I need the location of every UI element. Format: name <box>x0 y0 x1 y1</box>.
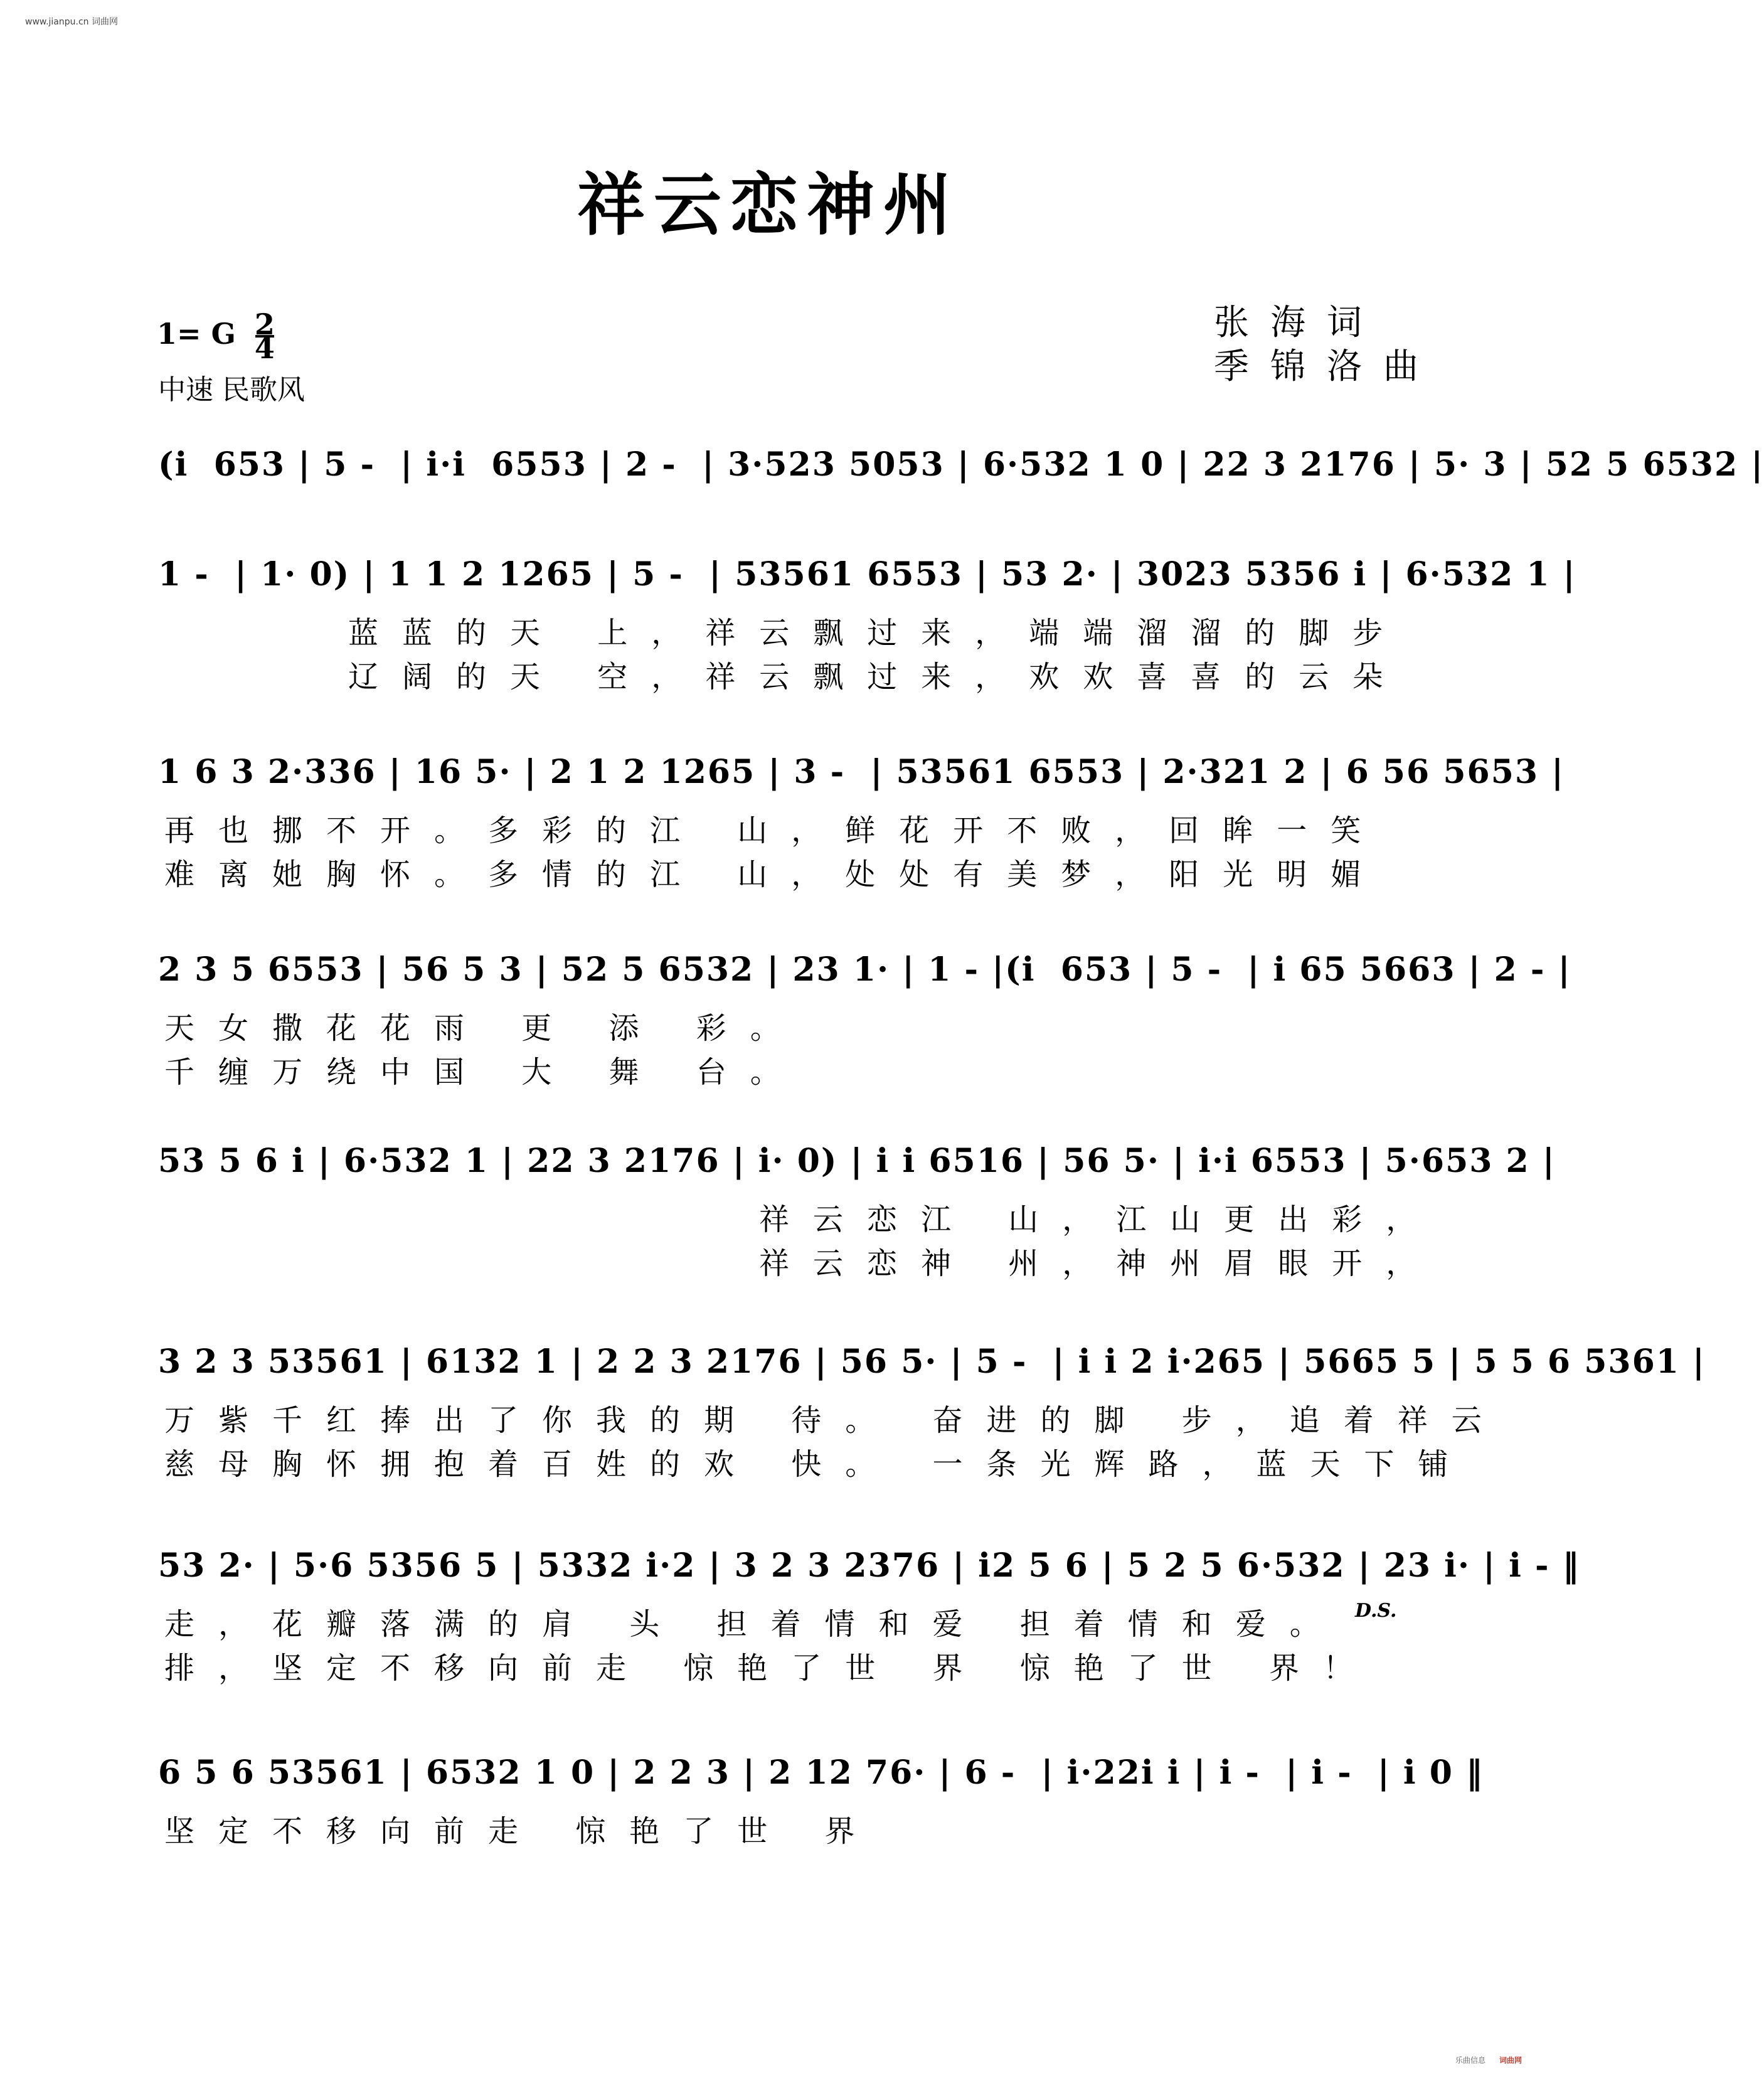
footer-logo: 词曲网 <box>1499 2056 1522 2065</box>
notation-row-3: 1 6 3 2·336 | 16 5· | 2 1 2 1265 | 3 - | 53561 6553 | 2·321 2 | 6 56 5653 | <box>158 753 1565 791</box>
lyric-row-5-verse-1: 祥云恋江 山，江山更出彩， <box>759 1202 1440 1237</box>
footer-tag: 乐曲信息 <box>1455 2056 1486 2065</box>
time-signature <box>254 307 275 365</box>
lyric-row-2-verse-2: 辽阔的天 空，祥云飘过来，欢欢喜喜的云朵 <box>348 659 1407 695</box>
lyric-row-6-verse-1: 万紫千红捧出了你我的期 待。 奋进的脚 步，追着祥云 <box>164 1403 1506 1438</box>
lyric-row-6-verse-2: 慈母胸怀拥抱着百姓的欢 快。 一条光辉路，蓝天下铺 <box>164 1447 1472 1482</box>
key-label: 1= G <box>157 317 236 351</box>
composer-credit: 季锦洛曲 <box>1214 346 1440 387</box>
site-tag: www.jianpu.cn 词曲网 <box>25 17 118 27</box>
notation-row-4: 2 3 5 6553 | 56 5 3 | 52 5 6532 | 23 1· | 1 - |(i 653 | 5 - | i 65 5663 | 2 - | <box>158 950 1571 989</box>
time-sig-top: 2 <box>254 307 275 341</box>
notation-row-5: 53 5 6 i | 6·532 1 | 22 3 2176 | i· 0) | i i 6516 | 56 5· | i·i 6553 | 5·653 2 | <box>158 1142 1556 1180</box>
lyric-row-8-verse-1: 坚定不移向前走 惊艳了世 界 <box>164 1814 879 1849</box>
lyric-row-4-verse-2: 千缠万绕中国 大 舞 台。 <box>164 1055 804 1090</box>
tempo-marking: 中速 民歌风 <box>158 374 305 406</box>
time-sig-bottom: 4 <box>254 331 275 365</box>
notation-row-8: 6 5 6 53561 | 6532 1 0 | 2 2 3 | 2 12 76· | 6 - | i·22i i | i - | i - | i 0 ‖ <box>158 1754 1484 1792</box>
notation-row-6: 3 2 3 53561 | 6132 1 | 2 2 3 2176 | 56 5· | 5 - | i i 2 i·265 | 5665 5 | 5 5 6 5361 | <box>158 1343 1706 1381</box>
lyric-row-7-verse-2: 排，坚定不移向前走 惊艳了世 界 惊艳了世 界！ <box>164 1651 1378 1686</box>
notation-row-1: (i 653 | 5 - | i·i 6553 | 2 - | 3·523 5053 | 6·532 1 0 | 22 3 2176 | 5· 3 | 52 5 6532 | <box>158 445 1764 484</box>
page-title: 祥云恋神州 <box>576 166 960 245</box>
notation-row-7: 53 2· | 5·6 5356 5 | 5332 i·2 | 3 2 3 2376 | i2 5 6 | 5 2 5 6·532 | 23 i· | i - ‖ <box>158 1546 1580 1585</box>
notation-row-2: 1 - | 1· 0) | 1 1 2 1265 | 5 - | 53561 6553 | 53 2· | 3023 5356 i | 6·532 1 | <box>158 555 1576 594</box>
lyric-row-3-verse-1: 再也挪不开。多彩的江 山，鲜花开不败，回眸一笑 <box>164 813 1385 848</box>
lyric-row-2-verse-1: 蓝蓝的天 上，祥云飘过来，端端溜溜的脚步 <box>348 615 1407 651</box>
lyric-row-4-verse-1: 天女撒花花雨 更 添 彩。 <box>164 1011 804 1046</box>
lyric-row-3-verse-2: 难离她胸怀。多情的江 山，处处有美梦，阳光明媚 <box>164 857 1385 892</box>
ds-mark: D.S. <box>1355 1600 1397 1622</box>
lyricist-credit: 张海词 <box>1214 302 1383 343</box>
lyric-row-5-verse-2: 祥云恋神 州，神州眉眼开， <box>759 1246 1440 1281</box>
key-signature <box>157 307 275 365</box>
lyric-row-7-verse-1: 走，花瓣落满的肩 头 担着情和爱 担着情和爱。 <box>164 1607 1344 1642</box>
